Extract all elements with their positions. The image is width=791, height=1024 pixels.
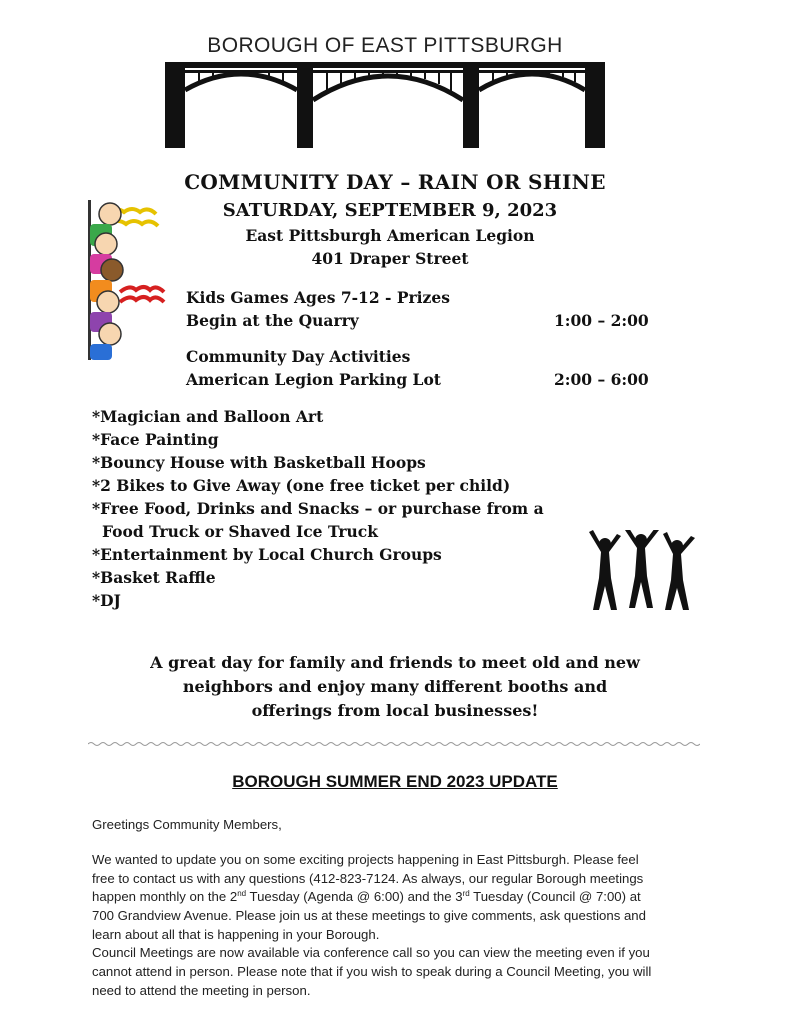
schedule-kids-time: 1:00 – 2:00 bbox=[554, 311, 649, 330]
masthead bbox=[165, 30, 605, 148]
body-line: Council Meetings are now available via conference call so you can view the meeting even if you bbox=[92, 945, 650, 961]
closing-statement bbox=[70, 651, 720, 723]
list-item: *Face Painting bbox=[92, 430, 219, 449]
body-text: Tuesday (Council @ 7:00) at bbox=[469, 889, 641, 905]
body-line: need to attend the meeting in person. bbox=[92, 982, 311, 998]
list-item: *DJ bbox=[92, 591, 121, 610]
greeting: Greetings Community Members, bbox=[92, 817, 282, 832]
list-item: *Entertainment by Local Church Groups bbox=[92, 545, 442, 564]
event-venue: East Pittsburgh American Legion bbox=[245, 226, 535, 245]
ordinal-suffix: nd bbox=[237, 889, 247, 899]
wavy-divider-icon bbox=[88, 740, 700, 748]
closing-line: offerings from local businesses! bbox=[251, 701, 539, 720]
closing-line: neighbors and enjoy many different booths and bbox=[182, 677, 608, 696]
body-text: Tuesday (Agenda @ 6:00) and the 3 bbox=[246, 889, 463, 905]
bridge-arch-icon bbox=[165, 60, 605, 148]
schedule-activities-time: 2:00 – 6:00 bbox=[554, 370, 649, 389]
closing-line: A great day for family and friends to meet old and new bbox=[150, 653, 640, 672]
body-line: cannot attend in person. Please note that if you wish to speak during a Council Meeting, you will bbox=[92, 964, 652, 980]
list-item: *Bouncy House with Basketball Hoops bbox=[92, 453, 426, 472]
schedule-kids-location: Begin at the Quarry bbox=[186, 311, 359, 330]
ordinal-suffix: rd bbox=[462, 889, 470, 899]
list-item: *2 Bikes to Give Away (one free ticket per child) bbox=[92, 476, 511, 495]
cartoon-kids-icon bbox=[86, 196, 166, 364]
schedule-activities-title: Community Day Activities bbox=[186, 347, 411, 366]
list-item: Food Truck or Shaved Ice Truck bbox=[102, 522, 378, 541]
list-item: *Magician and Balloon Art bbox=[92, 407, 324, 426]
list-item: *Free Food, Drinks and Snacks – or purchase from a bbox=[92, 499, 544, 518]
body-line: free to contact us with any questions (412-823-7124. As always, our regular Borough meetings bbox=[92, 870, 644, 886]
update-body bbox=[92, 851, 707, 1001]
cheering-people-icon bbox=[585, 530, 697, 612]
schedule-kids-title: Kids Games Ages 7-12 - Prizes bbox=[186, 288, 450, 307]
body-line: learn about all that is happening in your Borough. bbox=[92, 926, 380, 942]
event-address: 401 Draper Street bbox=[311, 249, 469, 268]
body-line: 700 Grandview Avenue. Please join us at these meetings to give comments, ask questions and bbox=[92, 908, 646, 924]
body-text: happen monthly on the 2 bbox=[92, 889, 238, 905]
event-date: SATURDAY, SEPTEMBER 9, 2023 bbox=[222, 200, 558, 221]
body-line: We wanted to update you on some exciting projects happening in East Pittsburgh. Please feel bbox=[92, 852, 639, 867]
event-title: COMMUNITY DAY – RAIN OR SHINE bbox=[184, 170, 606, 194]
activities-list bbox=[92, 405, 544, 612]
borough-title: BOROUGH OF EAST PITTSBURGH bbox=[207, 34, 563, 57]
list-item: *Basket Raffle bbox=[92, 568, 216, 587]
body-line-meetings bbox=[92, 888, 707, 907]
update-heading: BOROUGH SUMMER END 2023 UPDATE bbox=[232, 772, 558, 791]
schedule-activities-location: American Legion Parking Lot bbox=[186, 370, 441, 389]
